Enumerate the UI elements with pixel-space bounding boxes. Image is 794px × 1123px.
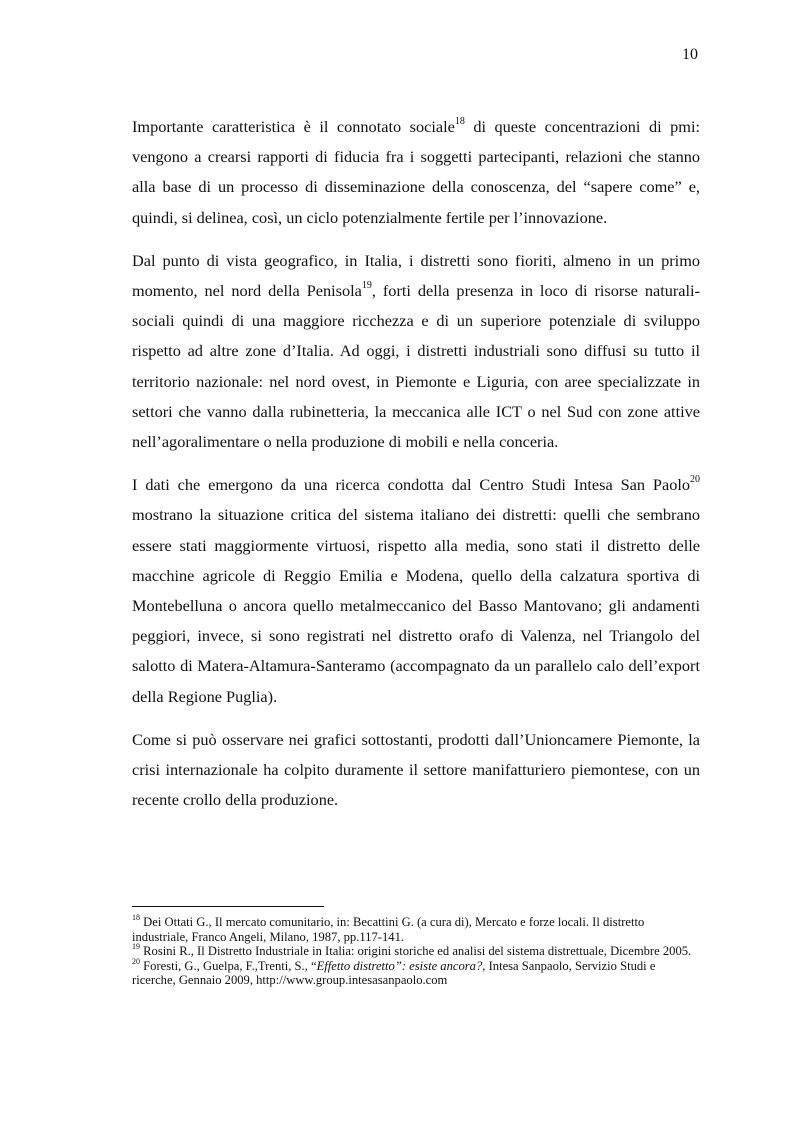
footnote-18-text: Dei Ottati G., Il mercato comunitario, in: Becattini G. (a cura di), Mercato e forze locali. Il distretto industriale, Franco Angeli, Milano, 1987, pp.117-141. xyxy=(132,915,645,944)
paragraph-1 xyxy=(132,112,700,233)
page-number: 10 xyxy=(682,46,698,63)
footnote-divider xyxy=(132,906,324,907)
paragraph-1-text-end: di queste concentrazioni di pmi: vengono a crearsi rapporti di fiducia fra i soggetti partecipanti, relazioni che stanno alla base di un processo di disseminazione della conoscenza, del “sapere come” e, quindi, si delinea, così, un ciclo potenzialmente fertile per l’innovazione. xyxy=(132,117,700,227)
paragraph-4: Come si può osservare nei grafici sottostanti, prodotti dall’Unioncamere Piemonte, la crisi internazionale ha colpito duramente il settore manifatturiero piemontese, con un recente crollo della produzione. xyxy=(132,729,700,810)
footnote-ref-19[interactable]: 19 xyxy=(361,279,372,291)
paragraph-3 xyxy=(132,470,700,712)
paragraph-1-text-start: Importante caratteristica è il connotato sociale xyxy=(132,117,455,136)
paragraph-3-text-end: mostrano la situazione critica del sistema italiano dei distretti: quelli che sembrano essere stati maggiormente virtuosi, rispetto alla media, sono stati il distretto delle macchine agricole di Reggio Emilia e Modena, quello della calzatura sportiva di Montebelluna o ancora quello metalmeccanico del Basso Mantovano; gli andamenti peggiori, invece, si sono registrati nel distretto orafo di Valenza, nel Triangolo del salotto di Matera-Altamura-Santeramo (accompagnato da un parallelo calo dell’export della Regione Puglia). xyxy=(132,505,700,706)
footnotes xyxy=(132,906,700,988)
footnote-number-19: 19 xyxy=(132,942,140,951)
footnote-number-20: 20 xyxy=(132,956,140,966)
footnote-20 xyxy=(132,956,700,988)
footnote-20-text-start: Foresti, G., Guelpa, F.,Trenti, S., “ xyxy=(140,958,317,973)
body-text xyxy=(132,112,700,828)
footnote-19 xyxy=(132,944,700,959)
footnote-ref-18[interactable]: 18 xyxy=(454,115,465,127)
footnote-20-title: Effetto distretto”: esiste ancora? xyxy=(316,958,483,973)
paragraph-2 xyxy=(132,246,700,457)
footnote-ref-20[interactable]: 20 xyxy=(690,473,700,485)
paragraph-2-text-end: , forti della presenza in loco di risorse naturali- sociali quindi di una maggiore ricchezza e di un superiore potenziale di sviluppo rispetto ad altre zone d’Italia. Ad oggi, i distretti industriali sono diffusi su tutto il territorio nazionale: nel nord ovest, in Piemonte e Liguria, con aree specializzate in settori che vanno dalla rubinetteria, la meccanica alle ICT o nel Sud con zone attive nell’agoralimentare o nella produzione di mobili e nella conceria. xyxy=(132,281,700,452)
footnote-number-18: 18 xyxy=(132,912,140,922)
footnote-20-text-end: , Intesa Sanpaolo, Servizio Studi e ricerche, Gennaio 2009, http://www.group.intesasanpaolo.com xyxy=(132,958,656,988)
paragraph-3-text-start: I dati che emergono da una ricerca condotta dal Centro Studi Intesa San Paolo xyxy=(132,475,690,495)
footnote-18 xyxy=(132,912,700,944)
paragraph-2-text-start: Dal punto di vista geografico, in Italia, i distretti sono fioriti, almeno in un primo momento, nel nord della Penisola xyxy=(132,250,700,301)
footnote-19-text: Rosini R., Il Distretto Industriale in Italia: origini storiche ed analisi del sistema distrettuale, Dicembre 2005. xyxy=(140,944,692,959)
